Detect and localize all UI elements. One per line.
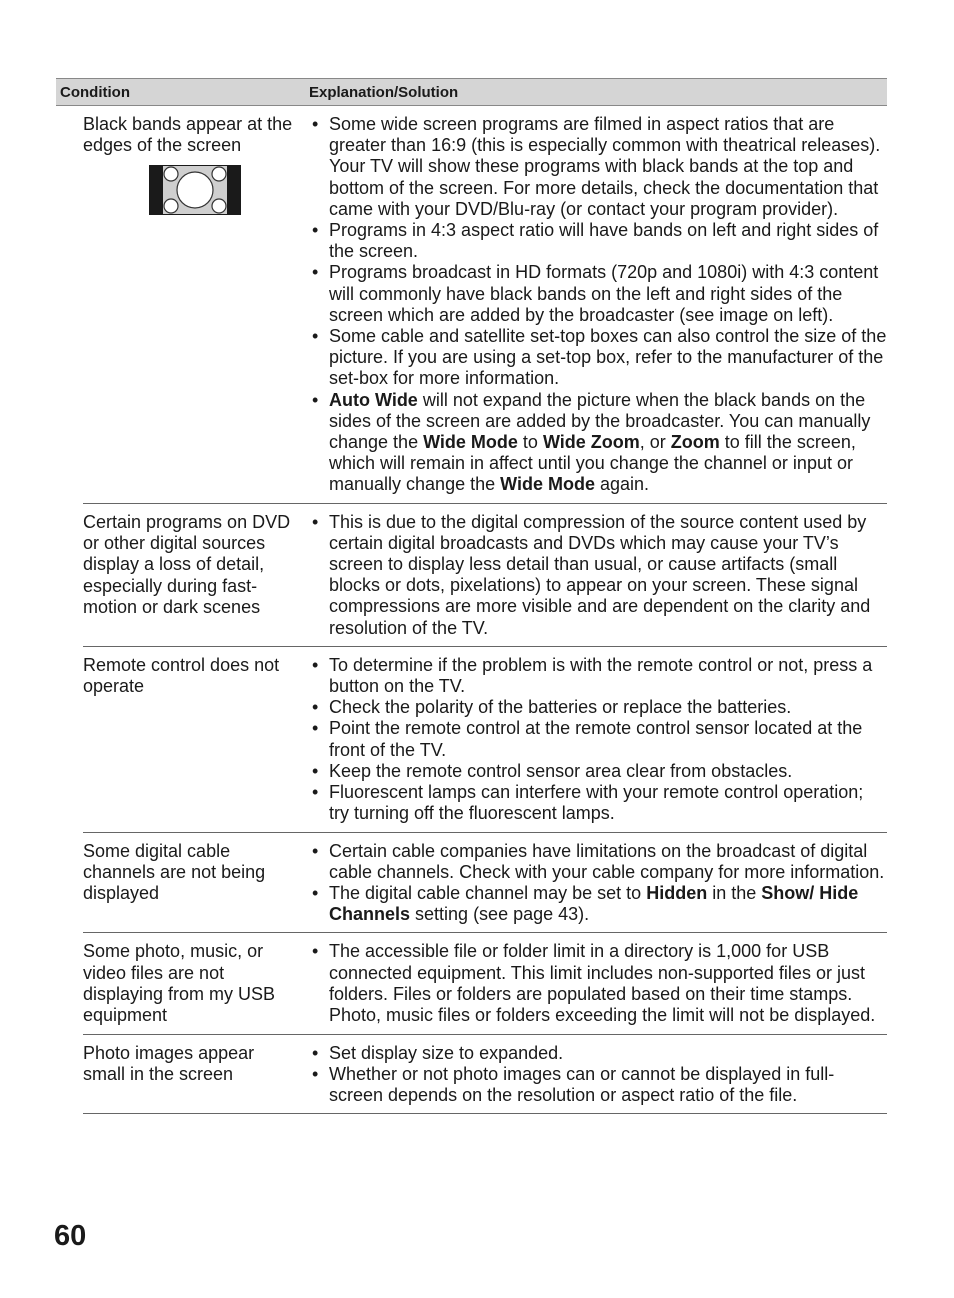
bullet-text: The digital cable channel may be set to [329,882,647,903]
table-row [83,647,887,833]
table-body [56,106,887,1114]
bullet-text: Set display size to expanded. [329,1042,564,1063]
bullet-item [309,761,887,782]
bullet-text: to [517,432,543,453]
bullet-item [309,114,887,220]
bullet-item [309,655,887,697]
condition-text: Some photo, music, or video files are not displaying from my USB equipment [83,941,276,1026]
bullet-list [309,941,887,1026]
condition-cell [83,1043,309,1107]
bullet-text: Check the polarity of the batteries or replace the batteries. [329,697,792,718]
bullet-list [309,841,887,926]
bullet-item [309,782,887,824]
bullet-item [309,883,887,925]
bullet-text: The accessible file or folder limit in a directory is 1,000 for USB connected equipment. This limit includes non-supported files or just folders. Files or folders are populated based on their time stamps. Photo, music files or folders exceeding the limit will not be displayed. [329,941,876,1025]
bullet-item [309,718,887,760]
table-header [56,78,887,106]
condition-cell [83,114,309,496]
bullet-text: in the [707,882,762,903]
bullet-text: To determine if the problem is with the remote control or not, press a button on the TV. [329,654,873,697]
bold-term: Wide Zoom [542,432,640,453]
bullet-text: setting (see page 43). [410,904,590,925]
bold-term: Auto Wide [329,389,418,410]
condition-text: Remote control does not operate [83,654,280,697]
bold-term: Show/ Hide Channels [329,882,859,925]
bullet-item [309,512,887,639]
condition-text: Some digital cable channels are not being displayed [83,840,266,904]
bullet-text: Programs in 4:3 aspect ratio will have bands on left and right sides of the screen. [329,220,879,262]
bullet-text: Certain cable companies have limitations on the broadcast of digital cable channels. Check with your cable company for more information. [329,840,885,882]
bullet-text: This is due to the digital compression of the source content used by certain digital broadcasts and DVDs which may cause your TV’s screen to display less detail than usual, or cause artifacts (small blocks or dots, pixelations) to appear on your screen. These signal compressions are more visible and are dependent on the clarity and resolution of the TV. [329,511,871,638]
bullet-text: Some cable and satellite set-top boxes can also control the size of the picture. If you are using a set-top box, refer to the manufacturer of the set-box for more information. [329,326,887,389]
bullet-list [309,655,887,825]
bullet-item [309,941,887,1026]
explanation-cell [309,655,887,825]
bold-term: Zoom [670,432,720,453]
bullet-text: again. [594,474,650,495]
bullet-item [309,326,887,390]
bullet-item [309,1064,887,1106]
condition-cell [83,655,309,825]
explanation-cell [309,941,887,1026]
header-explanation: Explanation/Solution [309,83,459,101]
bullet-list [309,512,887,639]
table-row [83,504,887,647]
condition-text: Black bands appear at the edges of the screen [83,114,293,156]
bullet-item [309,841,887,883]
condition-cell [83,512,309,639]
troubleshooting-table [56,78,887,1114]
explanation-cell [309,841,887,926]
bullet-text: Keep the remote control sensor area clear from obstacles. [329,760,793,781]
bullet-text: Point the remote control at the remote control sensor located at the front of the TV. [329,718,863,760]
header-condition: Condition [60,83,130,101]
bullet-item [309,697,887,718]
bullet-list [309,1043,887,1107]
bullet-text: , or [639,432,671,453]
table-row [83,933,887,1034]
bullet-text: Fluorescent lamps can interfere with your remote control operation; try turning off the fluorescent lamps. [329,782,864,824]
table-row [83,1035,887,1115]
bullet-text: will not expand the picture when the black bands on the sides of the screen are added by the broadcaster. You can manually change the [329,389,871,453]
table-row [83,106,887,504]
page-number: 60 [54,1220,87,1252]
explanation-cell [309,512,887,639]
bullet-text: to fill the screen, which will remain in affect until you change the channel or input or manually change the [329,432,856,495]
bullet-text: Programs broadcast in HD formats (720p and 1080i) with 4:3 content will commonly have black bands on the left and right sides of the screen which are added by the broadcaster (see image on left). [329,262,879,325]
bullet-item [309,220,887,262]
bullet-item [309,1043,887,1064]
bullet-item [309,262,887,326]
pillarbox-aspect-icon [149,165,241,215]
bold-term: Wide Mode [423,432,518,453]
condition-text: Certain programs on DVD or other digital sources display a loss of detail, especially during fast-motion or dark scenes [83,511,291,617]
condition-text: Photo images appear small in the screen [83,1042,255,1084]
explanation-cell [309,114,887,496]
bold-term: Wide Mode [500,474,595,495]
explanation-cell [309,1043,887,1107]
bullet-list [309,114,887,496]
bullet-text: Some wide screen programs are filmed in aspect ratios that are greater than 16:9 (this is especially common with theatrical releases). Your TV will show these programs with black bands at the top and bottom of the screen. For more details, check the documentation that came with your DVD/Blu-ray (or contact your program provider). [329,114,881,219]
condition-cell [83,841,309,926]
bullet-item [309,390,887,496]
bullet-text: Whether or not photo images can or cannot be displayed in full-screen depends on the resolution or aspect ratio of the file. [329,1063,835,1105]
table-row [83,833,887,934]
condition-cell [83,941,309,1026]
bold-term: Hidden [646,882,708,903]
